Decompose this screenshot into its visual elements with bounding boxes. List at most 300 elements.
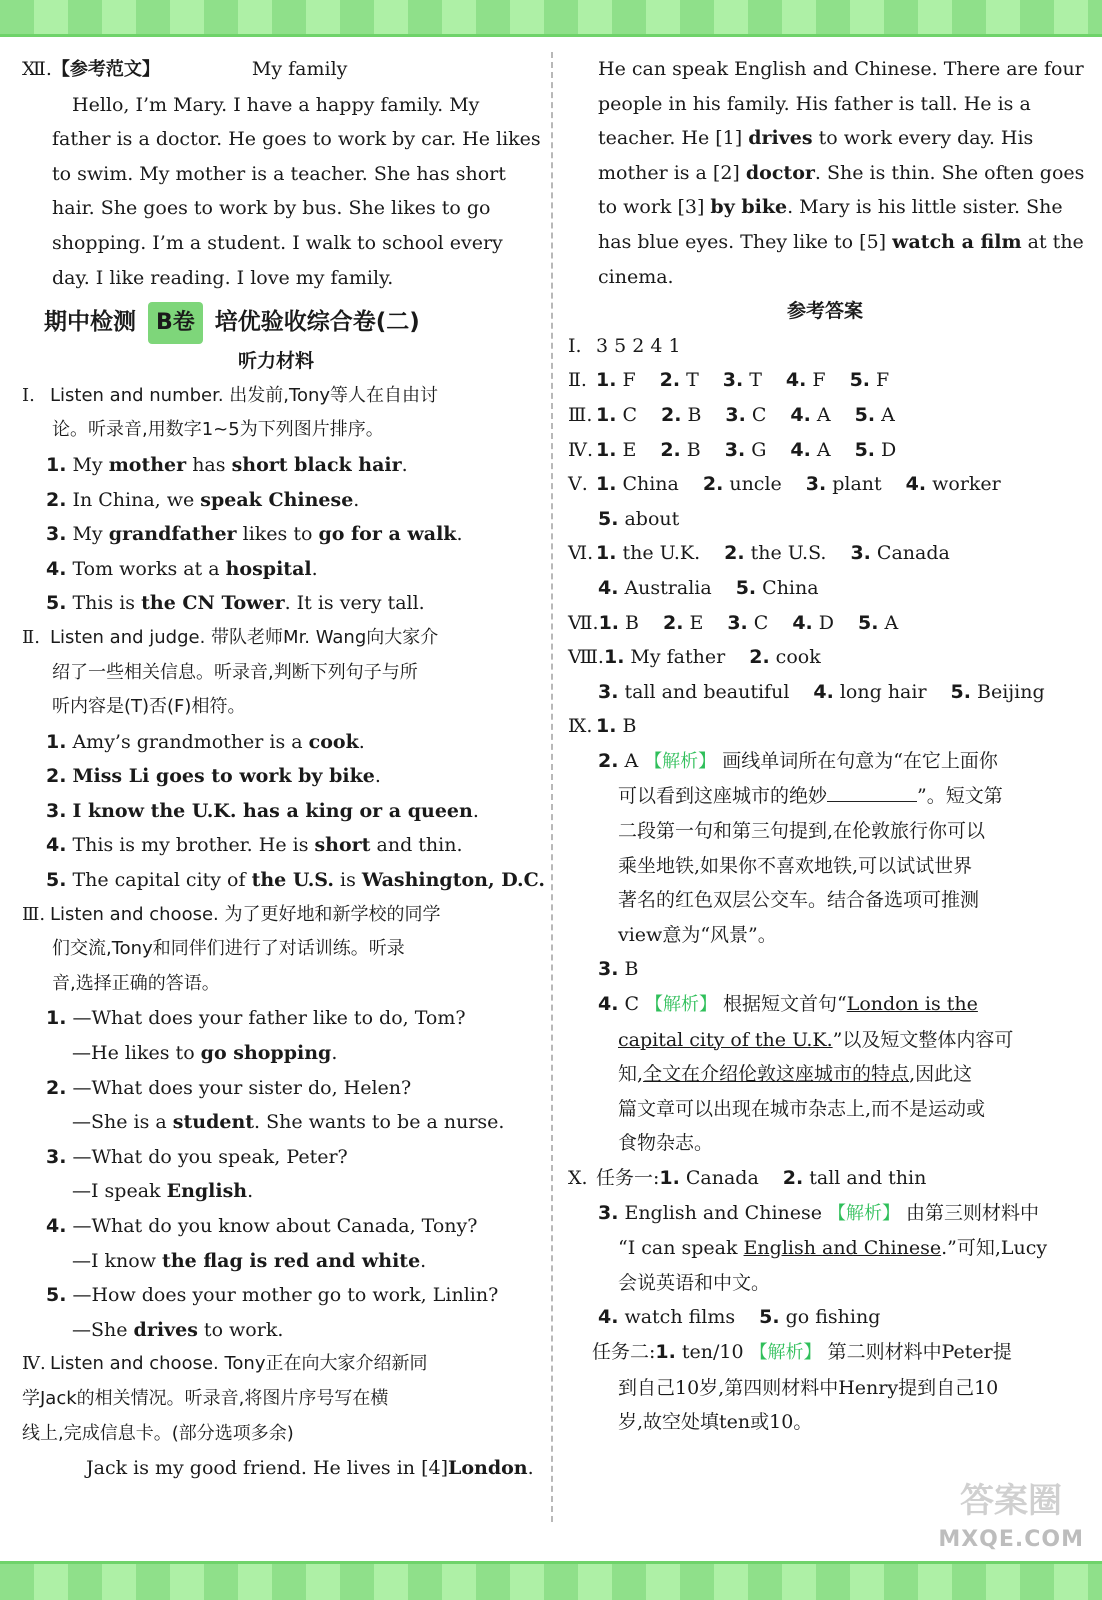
item-keyword: hospital (225, 557, 312, 580)
item-number: 2. (749, 646, 770, 669)
answer-text: long hair (839, 680, 927, 703)
instruction-text: Listen and number. 出发前,Tony等人在自由讨 (50, 384, 439, 406)
answer-text: tall and beautiful (624, 680, 790, 703)
answer-text: Canada (685, 1167, 759, 1189)
item-number: 4. (598, 1306, 619, 1329)
item-number: 4. (46, 1215, 67, 1237)
answer-text: . (247, 1180, 254, 1203)
answer-9-2 (568, 744, 1082, 780)
item-text: . (311, 557, 318, 580)
answer-10-4 (568, 1300, 1082, 1335)
answer-row-10 (568, 1161, 1082, 1196)
left-column (22, 52, 546, 1486)
analysis-line: 会说英语和中文。 (618, 1271, 771, 1294)
item-number: 3. (850, 542, 871, 565)
answer-keyword: go shopping (200, 1042, 332, 1065)
item-number: 1. (46, 1007, 67, 1030)
answer-text: —I speak (72, 1180, 167, 1203)
item-text: . (374, 765, 381, 788)
item-number: 5. (849, 369, 871, 392)
passage-line (568, 190, 1082, 225)
item-keyword: Miss Li goes to work by bike (72, 765, 375, 788)
answer-row-6 (568, 536, 1082, 571)
answer-text: G (751, 438, 767, 461)
analysis-text: 知, (618, 1063, 644, 1086)
item-number: 3. (46, 523, 67, 546)
item-number: 3. (725, 403, 746, 426)
answer-text: T (686, 369, 699, 392)
item-text: and thin. (370, 834, 463, 857)
item-number: 2. (660, 438, 681, 461)
list-item (22, 586, 530, 621)
passage-keyword: London (448, 1457, 528, 1480)
answer-text: uncle (729, 473, 782, 496)
answer-row-7 (568, 606, 1082, 641)
item-number: 3. (727, 611, 748, 634)
analysis-line: 食物杂志。 (618, 1132, 714, 1155)
answer-text: E (622, 438, 637, 461)
answer-9-3 (568, 952, 1082, 987)
essay-line: day. I like reading. I love my family. (52, 266, 394, 289)
item-text: . (358, 730, 365, 753)
answer-text: . (420, 1249, 427, 1272)
list-item (22, 863, 546, 898)
analysis-text: 可以看到这座城市的绝妙 (618, 785, 828, 808)
passage-line (568, 225, 1082, 260)
answer-text: B (622, 715, 637, 738)
answer-text: China (762, 576, 819, 599)
dialogue-answer (22, 1105, 530, 1140)
passage-line: people in his family. His father is tall. He is a (598, 92, 1031, 115)
passage-keyword: watch a film (892, 230, 1022, 253)
section-numeral: Ⅸ. (568, 715, 593, 738)
answers-title: 参考答案 (786, 300, 863, 323)
answer-text: tall and thin (809, 1167, 927, 1189)
passage-text: to work [3] (598, 196, 711, 219)
dialogue-answer (22, 1174, 530, 1209)
analysis-tag: 【解析】 (644, 750, 717, 772)
item-number: 4. (785, 369, 807, 392)
item-number: 2. (46, 488, 67, 511)
answer-text: F (622, 369, 636, 392)
answer-keyword: drives (133, 1318, 198, 1341)
answer-text: Beijing (977, 680, 1045, 703)
answer-text: B (687, 403, 702, 426)
passage-text: to work every day. His (812, 127, 1034, 150)
s1-instruction-cont: 论。听录音,用数字1~5为下列图片排序。 (52, 419, 384, 441)
section-numeral: Ⅱ. (22, 626, 40, 648)
answer-text: B (624, 958, 639, 981)
analysis-text: .”可知,Lucy (941, 1237, 1048, 1260)
dialogue-question (22, 1140, 530, 1175)
analysis-text: “I can speak (618, 1237, 744, 1260)
s1-instruction (22, 379, 530, 414)
dialogue-answer (22, 1036, 530, 1071)
section-numeral: Ⅰ. (22, 384, 35, 406)
answer-text: D (881, 438, 897, 461)
item-number: 1. (603, 646, 625, 669)
analysis-line (568, 1023, 1082, 1058)
analysis-line (568, 1057, 1082, 1092)
item-text: has (186, 453, 232, 476)
answer-text: English and Chinese (624, 1201, 822, 1224)
answer-text: . (331, 1042, 338, 1065)
analysis-line: 著名的红色双层公交车。结合备选项可推测 (618, 889, 980, 912)
item-text: My (72, 523, 109, 546)
item-text: In China, we (72, 488, 201, 511)
answer-row-3 (568, 398, 1082, 433)
answer-9-4 (568, 987, 1082, 1023)
analysis-line: 二段第一句和第三句提到,在伦敦旅行你可以 (618, 820, 986, 843)
passage-text: at the (1021, 230, 1084, 253)
task-label: 任务二: (592, 1340, 656, 1363)
question-text: —What do you know about Canada, Tony? (72, 1215, 478, 1237)
section-numeral: Ⅱ. (568, 369, 587, 392)
item-number: 1. (659, 1167, 680, 1189)
dialogue-question (22, 1278, 530, 1313)
essay-line: to swim. My mother is a teacher. She has short (52, 162, 506, 185)
item-number: 4. (790, 403, 811, 426)
item-number: 4. (790, 438, 811, 461)
item-number: 3. (598, 680, 619, 703)
instruction-text: Listen and choose. Tony正在向大家介绍新同 (50, 1353, 428, 1375)
item-number: 5. (598, 507, 619, 530)
item-number: 5. (759, 1306, 780, 1329)
item-number: 4. (46, 834, 67, 857)
answer-keyword: English (166, 1180, 248, 1203)
analysis-quote: English and Chinese (743, 1237, 942, 1260)
listening-material-title: 听力材料 (237, 350, 314, 373)
section-numeral: Ⅻ. (22, 58, 52, 80)
answer-text: to work. (197, 1318, 284, 1341)
analysis-text: 根据短文首句“ (723, 993, 847, 1016)
answer-text: C (751, 403, 767, 426)
item-number: 1. (598, 611, 620, 634)
item-keyword: Washington, D.C. (361, 869, 546, 892)
item-text: My (72, 453, 109, 476)
essay-line: shopping. I’m a student. I walk to school every (52, 231, 503, 254)
passage-line (22, 1451, 534, 1486)
passage-keyword: drives (748, 127, 813, 150)
answer-text: A (881, 403, 895, 426)
item-text: Amy’s grandmother is a (72, 730, 309, 753)
section-numeral: Ⅹ. (568, 1167, 588, 1189)
item-text: This is (72, 592, 142, 615)
answer-text: worker (932, 473, 1001, 496)
exam-prefix: 期中检测 (44, 309, 136, 336)
answer-text: ten/10 (681, 1340, 744, 1363)
question-text: —How does your mother go to work, Linlin? (72, 1284, 499, 1307)
item-keyword: short black hair (231, 453, 402, 476)
answer-text: . She wants to be a nurse. (254, 1111, 505, 1134)
question-text: —What do you speak, Peter? (72, 1145, 348, 1168)
answer-text: A (816, 403, 831, 426)
analysis-line: 岁,故空处填ten或10。 (618, 1411, 813, 1434)
answer-text: D (818, 611, 834, 634)
answer-10-3 (568, 1196, 1082, 1232)
item-text: The capital city of (72, 869, 252, 892)
essay-line: hair. She goes to work by bus. She likes to go (52, 197, 491, 220)
answer-row-8 (568, 640, 1082, 675)
analysis-text: ”以及短文整体内容可 (832, 1028, 1014, 1051)
essay-line: Hello, I’m Mary. I have a happy family. My (72, 93, 480, 116)
item-text: likes to (236, 523, 319, 546)
item-keyword: the CN Tower (141, 592, 285, 615)
item-number: 1. (596, 403, 617, 426)
answer-text: F (812, 369, 826, 392)
section-numeral: Ⅴ. (568, 473, 588, 496)
s2-instruction-cont: 绍了一些相关信息。听录音,判断下列句子与所 (52, 661, 418, 683)
dialogue-answer (22, 1313, 530, 1348)
answer-keyword: student (172, 1111, 255, 1134)
section-numeral: Ⅷ. (568, 646, 604, 669)
item-number: 1. (596, 369, 617, 392)
passage-text: mother is a [2] (598, 161, 746, 184)
list-item (22, 725, 530, 760)
s4-instruction-cont: 线上,完成信息卡。(部分选项多余) (22, 1422, 294, 1444)
section-numeral: Ⅲ. (568, 403, 593, 426)
answer-text: C (624, 993, 639, 1016)
analysis-line: 乘坐地铁,如果你不喜欢地铁,可以试试世界 (618, 854, 973, 877)
analysis-text: 第二则材料中Peter提 (827, 1340, 1012, 1363)
watermark-logo: 答案圈 (960, 1481, 1062, 1521)
analysis-tag: 【解析】 (749, 1341, 822, 1363)
item-number: 4. (813, 680, 834, 703)
item-number: 2. (702, 473, 724, 496)
answer-text: B (686, 438, 701, 461)
passage-text: Jack is my good friend. He lives in [4] (86, 1457, 448, 1480)
item-keyword: cook (308, 730, 359, 753)
answer-row-6-cont (568, 571, 1082, 606)
item-keyword: the U.S. (251, 869, 334, 892)
s4-instruction-cont: 学Jack的相关情况。听录音,将图片序号写在横 (22, 1387, 389, 1409)
answer-text: A (624, 749, 639, 772)
watermark-url: MXQE.COM (938, 1527, 1084, 1552)
analysis-line (568, 779, 1082, 814)
dialogue-answer (22, 1244, 530, 1279)
passage-line (568, 156, 1085, 191)
passage-text: teacher. He [1] (598, 127, 749, 150)
item-number: 3. (722, 369, 744, 392)
answer-10-task2 (568, 1335, 1082, 1371)
item-number: 3. (598, 1201, 619, 1224)
item-number: 4. (598, 993, 619, 1016)
answer-text: the U.K. (622, 542, 701, 565)
item-number: 4. (46, 557, 67, 580)
answer-text: —She is a (72, 1111, 173, 1134)
item-keyword: mother (108, 453, 187, 476)
s4-instruction (22, 1347, 530, 1382)
list-item (22, 794, 530, 829)
item-text: . (456, 523, 463, 546)
answer-text: watch films (624, 1306, 736, 1329)
analysis-text: 画线单词所在句意为“在它上面你 (722, 749, 998, 772)
answer-blank (827, 783, 917, 802)
question-text: —What does your father like to do, Tom? (72, 1007, 466, 1030)
question-text: —What does your sister do, Helen? (72, 1076, 412, 1099)
answer-text: go fishing (785, 1306, 881, 1329)
passage-keyword: by bike (710, 196, 788, 219)
item-number: 4. (905, 473, 927, 496)
answer-text: —She (72, 1318, 134, 1341)
answer-text: China (622, 473, 679, 496)
item-number: 2. (782, 1167, 804, 1189)
item-number: 3. (46, 799, 67, 822)
list-item (22, 552, 530, 587)
answer-text: about (624, 507, 680, 530)
answer-row-9 (568, 709, 1082, 744)
answer-text: A (884, 611, 899, 634)
s2-instruction (22, 621, 530, 656)
item-number: 2. (724, 542, 745, 565)
answer-text: —I know (72, 1249, 163, 1272)
item-number: 5. (46, 869, 67, 892)
analysis-tag: 【解析】 (828, 1202, 900, 1224)
exam-name: 培优验收综合卷(二) (214, 309, 420, 336)
list-item (22, 517, 530, 552)
answer-text: C (753, 611, 769, 634)
section-numeral: Ⅳ. (568, 438, 594, 461)
item-text: Tom works at a (72, 557, 226, 580)
answer-text: B (625, 611, 639, 634)
item-number: 5. (854, 438, 876, 461)
item-number: 5. (46, 1284, 67, 1307)
item-number: 1. (596, 473, 617, 496)
analysis-tag: 【解析】 (645, 994, 717, 1016)
s3-instruction (22, 898, 530, 933)
answer-text: plant (832, 473, 882, 496)
item-number: 5. (854, 403, 876, 426)
instruction-text: Listen and choose. 为了更好地和新学校的同学 (50, 903, 441, 925)
answer-row-1 (568, 329, 1082, 364)
item-text: is (333, 869, 362, 892)
item-number: 2. (46, 765, 67, 788)
analysis-text: 由第三则材料中 (906, 1201, 1040, 1224)
answer-text: 3 5 2 4 1 (596, 334, 681, 357)
item-number: 3. (724, 438, 746, 461)
item-keyword: short (314, 834, 371, 857)
item-text: . (353, 488, 360, 511)
item-number: 1. (596, 542, 617, 565)
item-keyword: go for a walk (318, 523, 457, 546)
dialogue-question (22, 1071, 530, 1106)
passage-line: He can speak English and Chinese. There are four (598, 58, 1084, 80)
item-number: 3. (46, 1145, 67, 1168)
item-number: 4. (598, 576, 619, 599)
answer-text: C (622, 403, 637, 426)
exam-badge: B卷 (148, 302, 203, 344)
dialogue-question (22, 1001, 530, 1036)
analysis-text: ,因此这 (909, 1063, 973, 1086)
column-divider (551, 52, 553, 1522)
passage-text: . Mary is his little sister. She (787, 196, 1063, 219)
dialogue-question (22, 1209, 530, 1244)
item-number: 1. (596, 438, 617, 461)
instruction-text: Listen and judge. 带队老师Mr. Wang向大家介 (50, 626, 439, 648)
item-text: . (472, 799, 479, 822)
passage-line (568, 121, 1082, 156)
item-text: . It is very tall. (284, 592, 425, 615)
passage-text: has blue eyes. They like to [5] (598, 230, 893, 253)
analysis-line (568, 1231, 1082, 1266)
bottom-decorative-band (0, 1561, 1102, 1600)
item-number: 2. (659, 369, 681, 392)
answer-keyword: the flag is red and white (162, 1249, 421, 1272)
item-number: 1. (46, 730, 67, 753)
answer-text: T (749, 369, 762, 392)
item-number: 3. (805, 473, 827, 496)
item-number: 1. (655, 1340, 676, 1363)
analysis-line: 篇文章可以出现在城市杂志上,而不是运动或 (618, 1097, 986, 1120)
essay-title: My family (251, 58, 348, 80)
section-numeral: Ⅶ. (568, 611, 599, 634)
answer-text: A (816, 438, 831, 461)
s2-instruction-cont: 听内容是(T)否(F)相符。 (52, 696, 246, 718)
section-numeral: Ⅵ. (568, 542, 594, 565)
item-number: 2. (46, 1076, 67, 1099)
item-number: 5. (858, 611, 879, 634)
answer-text: —He likes to (72, 1042, 201, 1065)
answer-row-2 (568, 363, 1082, 398)
passage-text: . She is thin. She often goes (814, 161, 1085, 184)
answer-row-4 (568, 433, 1082, 468)
essay-line: father is a doctor. He goes to work by car. He likes (52, 128, 541, 151)
list-item (22, 828, 530, 863)
analysis-text: ”。短文第 (917, 785, 1003, 808)
list-item (22, 448, 530, 483)
item-number: 5. (735, 576, 757, 599)
item-keyword: I know the U.K. has a king or a queen (72, 799, 473, 822)
task-label: 任务一: (596, 1167, 660, 1189)
item-number: 3. (598, 958, 619, 981)
section-numeral: Ⅳ. (22, 1353, 46, 1375)
analysis-quote: London is the (846, 993, 978, 1016)
answer-text: F (876, 369, 890, 392)
answer-row-5-cont (568, 502, 1082, 537)
item-number: 1. (596, 715, 617, 738)
item-number: 4. (792, 611, 813, 634)
section-numeral: Ⅰ. (568, 334, 582, 357)
item-keyword: grandfather (108, 523, 237, 546)
passage-line: cinema. (598, 265, 674, 288)
item-number: 2. (662, 611, 684, 634)
item-text: . (401, 453, 408, 476)
item-number: 2. (661, 403, 682, 426)
answer-row-8-cont (568, 675, 1082, 710)
section-numeral: Ⅲ. (22, 903, 46, 925)
passage-keyword: doctor (745, 161, 815, 184)
answer-text: the U.S. (750, 542, 827, 565)
answer-text: My father (630, 646, 726, 669)
item-number: 2. (598, 749, 619, 772)
item-number: 5. (950, 680, 971, 703)
answer-text: cook (775, 646, 821, 669)
passage-text: . (527, 1457, 534, 1480)
top-decorative-band (0, 0, 1102, 37)
analysis-quote: 全文在介绍伦敦这座城市的特点 (643, 1063, 910, 1086)
exam-title (22, 301, 530, 344)
s3-instruction-cont: 音,选择正确的答语。 (52, 972, 220, 994)
answer-text: Australia (624, 576, 712, 599)
analysis-line: view意为“风景”。 (618, 923, 777, 946)
answer-row-5 (568, 467, 1082, 502)
answer-text: Canada (876, 542, 950, 565)
analysis-line: 到自己10岁,第四则材料中Henry提到自己10 (618, 1376, 999, 1399)
reference-tag: 【参考范文】 (51, 59, 160, 80)
item-keyword: speak Chinese (200, 488, 354, 511)
right-column (568, 52, 1085, 1440)
answer-text: E (689, 611, 704, 634)
